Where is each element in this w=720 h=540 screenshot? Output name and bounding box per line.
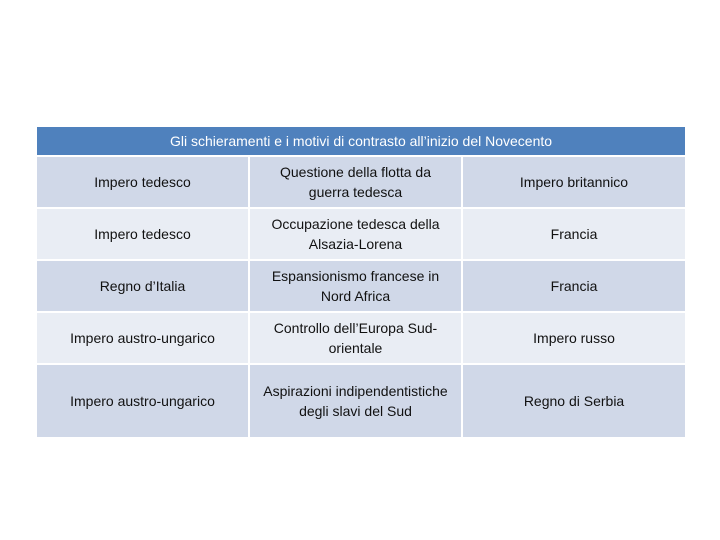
alliances-table	[37, 127, 685, 437]
issue-cell: Espansionismo francese in Nord Africa	[250, 261, 463, 313]
table-row	[37, 261, 685, 313]
issue-cell: Questione della flotta da guerra tedesca	[250, 157, 463, 209]
issue-cell: Occupazione tedesca della Alsazia-Lorena	[250, 209, 463, 261]
side-b-cell: Francia	[463, 209, 685, 261]
issue-cell: Aspirazioni indipendentistiche degli slavi del Sud	[250, 365, 463, 437]
side-a-cell: Impero austro-ungarico	[37, 365, 250, 437]
side-b-cell: Regno di Serbia	[463, 365, 685, 437]
table-row	[37, 209, 685, 261]
side-b-cell: Impero russo	[463, 313, 685, 365]
table-header-row	[37, 127, 685, 157]
table-row	[37, 157, 685, 209]
side-b-cell: Impero britannico	[463, 157, 685, 209]
side-a-cell: Regno d’Italia	[37, 261, 250, 313]
table-title: Gli schieramenti e i motivi di contrasto all’inizio del Novecento	[37, 127, 685, 157]
side-b-cell: Francia	[463, 261, 685, 313]
table-row	[37, 313, 685, 365]
table-row	[37, 365, 685, 437]
side-a-cell: Impero austro-ungarico	[37, 313, 250, 365]
side-a-cell: Impero tedesco	[37, 157, 250, 209]
issue-cell: Controllo dell’Europa Sud-orientale	[250, 313, 463, 365]
side-a-cell: Impero tedesco	[37, 209, 250, 261]
